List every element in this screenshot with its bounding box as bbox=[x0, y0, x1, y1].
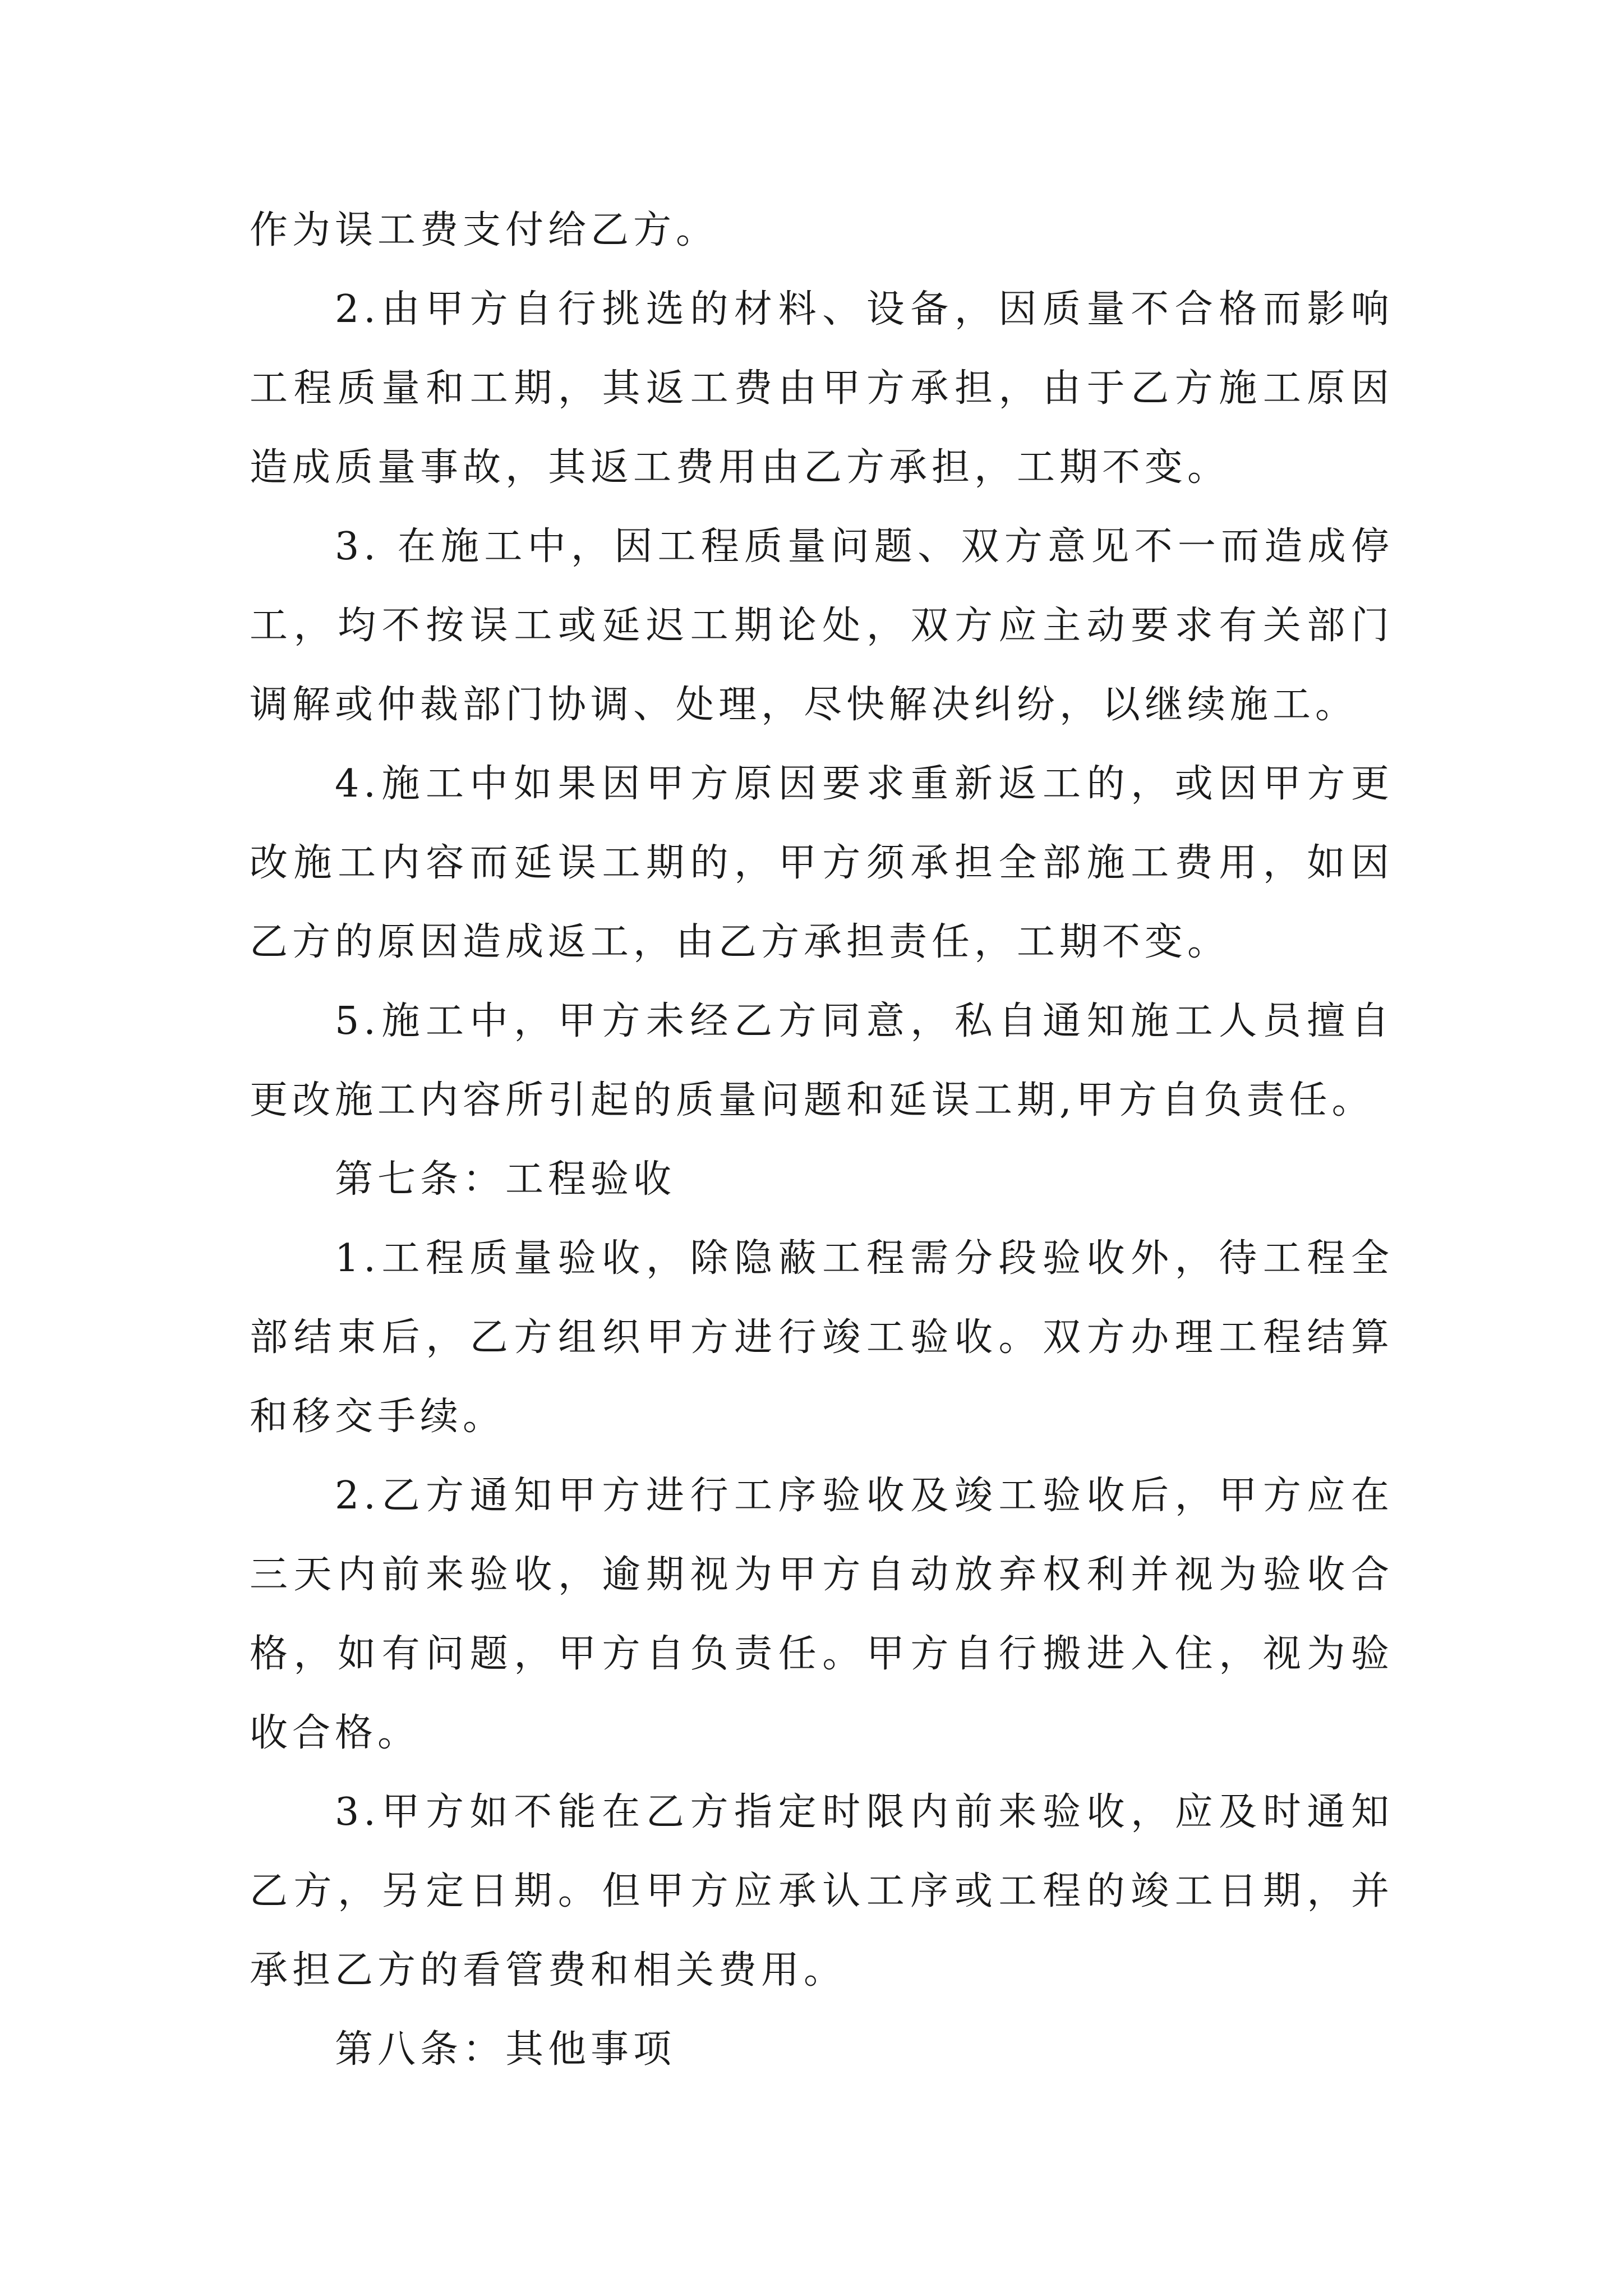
article-7-heading: 第七条：工程验收 bbox=[335, 1157, 676, 1202]
paragraph-7-2: 2.乙方通知甲方进行工序验收及竣工验收后，甲方应在三天内前来验收，逾期视为甲方自动放弃权利并视为验收合格，如有问题，甲方自负责任。甲方自行搬进入住，视为验收合格。 bbox=[250, 1474, 1394, 1755]
document-body bbox=[250, 191, 1394, 2089]
paragraph-7-1: 1.工程质量验收，除隐蔽工程需分段验收外，待工程全部结束后，乙方组织甲方进行竣工验收。双方办理工程结算和移交手续。 bbox=[250, 1236, 1394, 1439]
paragraph-continuation: 作为误工费支付给乙方。 bbox=[250, 208, 719, 252]
paragraph-6-5: 5.施工中，甲方未经乙方同意，私自通知施工人员擅自更改施工内容所引起的质量问题和延误工期,甲方自负责任。 bbox=[250, 999, 1394, 1122]
paragraph-6-4: 4.施工中如果因甲方原因要求重新返工的，或因甲方更改施工内容而延误工期的，甲方须承担全部施工费用，如因乙方的原因造成返工，由乙方承担责任，工期不变。 bbox=[250, 762, 1394, 964]
paragraph-6-2: 2.由甲方自行挑选的材料、设备，因质量不合格而影响工程质量和工期，其返工费由甲方承担，由于乙方施工原因造成质量事故，其返工费用由乙方承担，工期不变。 bbox=[250, 287, 1394, 490]
paragraph-6-3: 3. 在施工中，因工程质量问题、双方意见不一而造成停工，均不按误工或延迟工期论处，双方应主动要求有关部门调解或仲裁部门协调、处理，尽快解决纠纷，以继续施工。 bbox=[250, 524, 1394, 727]
paragraph-7-3: 3.甲方如不能在乙方指定时限内前来验收，应及时通知乙方，另定日期。但甲方应承认工序或工程的竣工日期，并承担乙方的看管费和相关费用。 bbox=[250, 1790, 1394, 1993]
article-8-heading: 第八条：其他事项 bbox=[335, 2027, 676, 2072]
